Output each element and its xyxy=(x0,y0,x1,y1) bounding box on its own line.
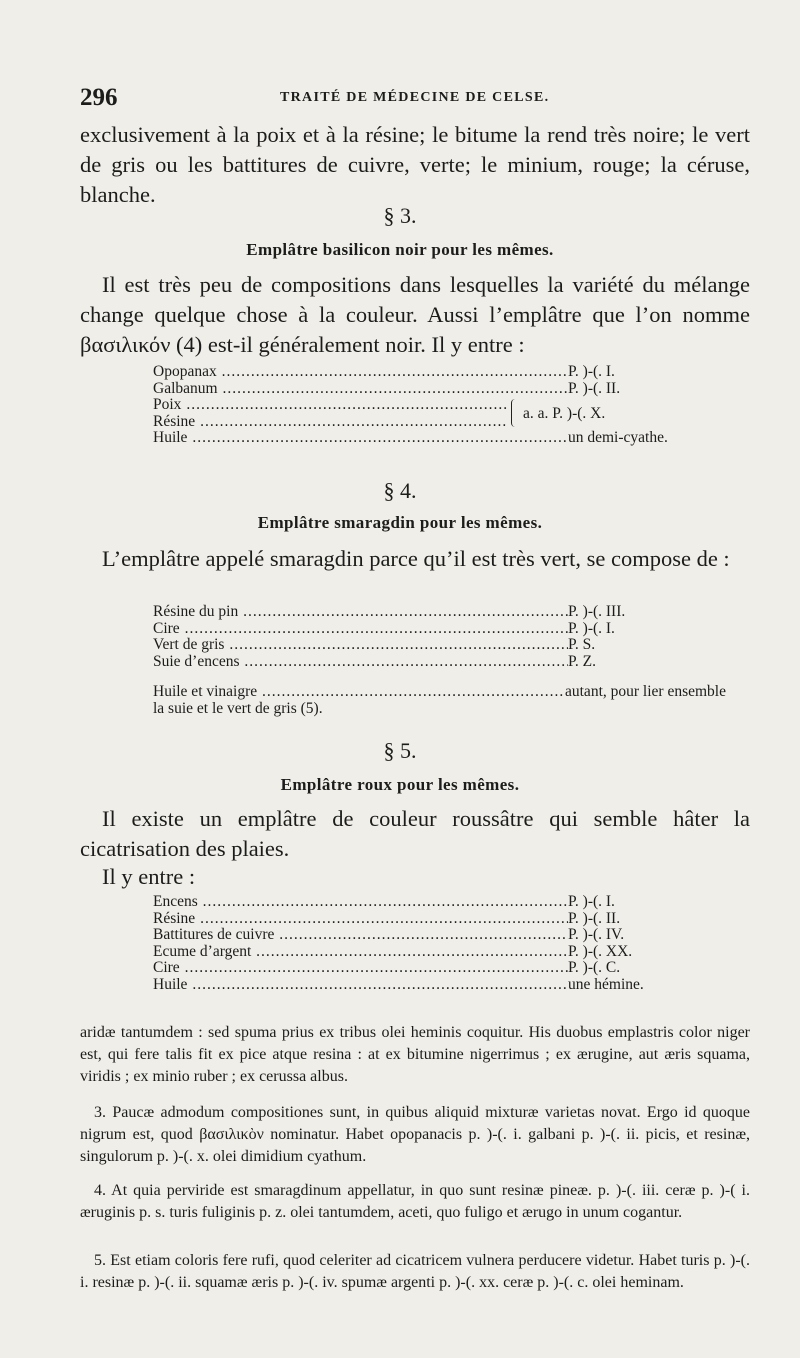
latin-note-4: 4. At quia perviride est smaragdinum appellatur, in quo sunt resinæ pineæ. p. )-(. iii. ceræ p. )-( i. æruginis p. s. turis fuliginis p. z. olei tantumdem, aceti, quo fuligo et ærugo in unum cogantur. xyxy=(80,1182,750,1221)
latin-note-3: 3. Paucæ admodum compositiones sunt, in quibus aliquid mixturæ varietas novat. Ergo id quoque nigrum est, quod βασιλικὸν nominatur. Habet opopanacis p. )-(. i. galbani p. )-(. ii. picis, et resinæ, singulorum p. )-(. x. olei dimidium cyathum. xyxy=(80,1104,750,1165)
section-5-recipe xyxy=(153,894,693,993)
section-3-paragraph: Il est très peu de compositions dans lesquelles la variété du mélange change quelque chose à la couleur. Aussi l’emplâtre que l’on nomme βασιλικόν (4) est-il généralement noir. Il y entre : xyxy=(80,272,750,357)
section-3-number: § 3. xyxy=(383,203,417,228)
recipe-group: Poix ..... Résine ..... a. a. P. )-(. X. xyxy=(153,397,693,430)
latin-note-1: aridæ tantumdem : sed spuma prius ex tribus olei heminis coquitur. His duobus emplastris color niger est, qui fere talis fit ex pice atque resina : at ex bitumine nigerrimus ; ex ærugine, aut æris squama, viridis ; ex minio ruber ; ex cerussa albus. xyxy=(80,1024,750,1085)
section-4-heading: Emplâtre smaragdin pour les mêmes. xyxy=(257,513,543,532)
recipe-row: Huile ..... une hémine. xyxy=(153,977,693,994)
latin-note-5: 5. Est etiam coloris fere rufi, quod celeriter ad cicatricem vulnera perducere videtur. Habet turis p. )-(. i. resinæ p. )-(. ii. squamæ æris p. )-(. iv. spumæ argenti p. )-(. xx. ceræ p. )-(. c. olei heminam. xyxy=(80,1252,750,1291)
recipe-row: Résine du pin ..... P. )-(. III. xyxy=(153,604,693,621)
intro-paragraph: exclusivement à la poix et à la résine; le bitume la rend très noire; le vert de gris ou les battitures de cuivre, verte; le minium, rouge; la céruse, blanche. xyxy=(80,122,750,207)
recipe-row: Galbanum ..... P. )-(. II. xyxy=(153,381,693,398)
recipe-row: Encens ..... P. )-(. I. xyxy=(153,894,693,911)
recipe-row: Vert de gris ..... P. S. xyxy=(153,637,693,654)
page-header xyxy=(80,84,750,114)
section-5-paragraph: Il existe un emplâtre de couleur roussâtre qui semble hâter la cicatrisation des plaies. xyxy=(80,806,750,861)
section-5-paragraph-2: Il y entre : xyxy=(102,864,196,889)
page-number: 296 xyxy=(80,84,118,111)
section-3-recipe xyxy=(153,364,693,447)
recipe-row: Résine ..... P. )-(. II. xyxy=(153,911,693,928)
section-4-recipe xyxy=(153,604,693,670)
recipe-row: Suie d’encens ..... P. Z. xyxy=(153,654,693,671)
recipe-row: Battitures de cuivre ..... P. )-(. IV. xyxy=(153,927,693,944)
recipe-row: Ecume d’argent ..... P. )-(. XX. xyxy=(153,944,693,961)
section-3-heading: Emplâtre basilicon noir pour les mêmes. xyxy=(246,240,554,259)
recipe-row: Cire ..... P. )-(. C. xyxy=(153,960,693,977)
recipe-row: Cire ..... P. )-(. I. xyxy=(153,621,693,638)
recipe-long-row: Huile et vinaigre ..... autant, pour lier ensemble la suie et le vert de gris (5). xyxy=(153,684,738,717)
section-4-number: § 4. xyxy=(383,478,417,503)
recipe-row: Huile ..... un demi-cyathe. xyxy=(153,430,693,447)
recipe-row: Opopanax ..... P. )-(. I. xyxy=(153,364,693,381)
running-title: TRAITÉ DE MÉDECINE DE CELSE. xyxy=(280,90,550,105)
section-4-paragraph: L’emplâtre appelé smaragdin parce qu’il est très vert, se compose de : xyxy=(102,546,730,571)
brace xyxy=(511,399,518,427)
section-5-heading: Emplâtre roux pour les mêmes. xyxy=(280,775,520,794)
section-5-number: § 5. xyxy=(383,738,417,763)
